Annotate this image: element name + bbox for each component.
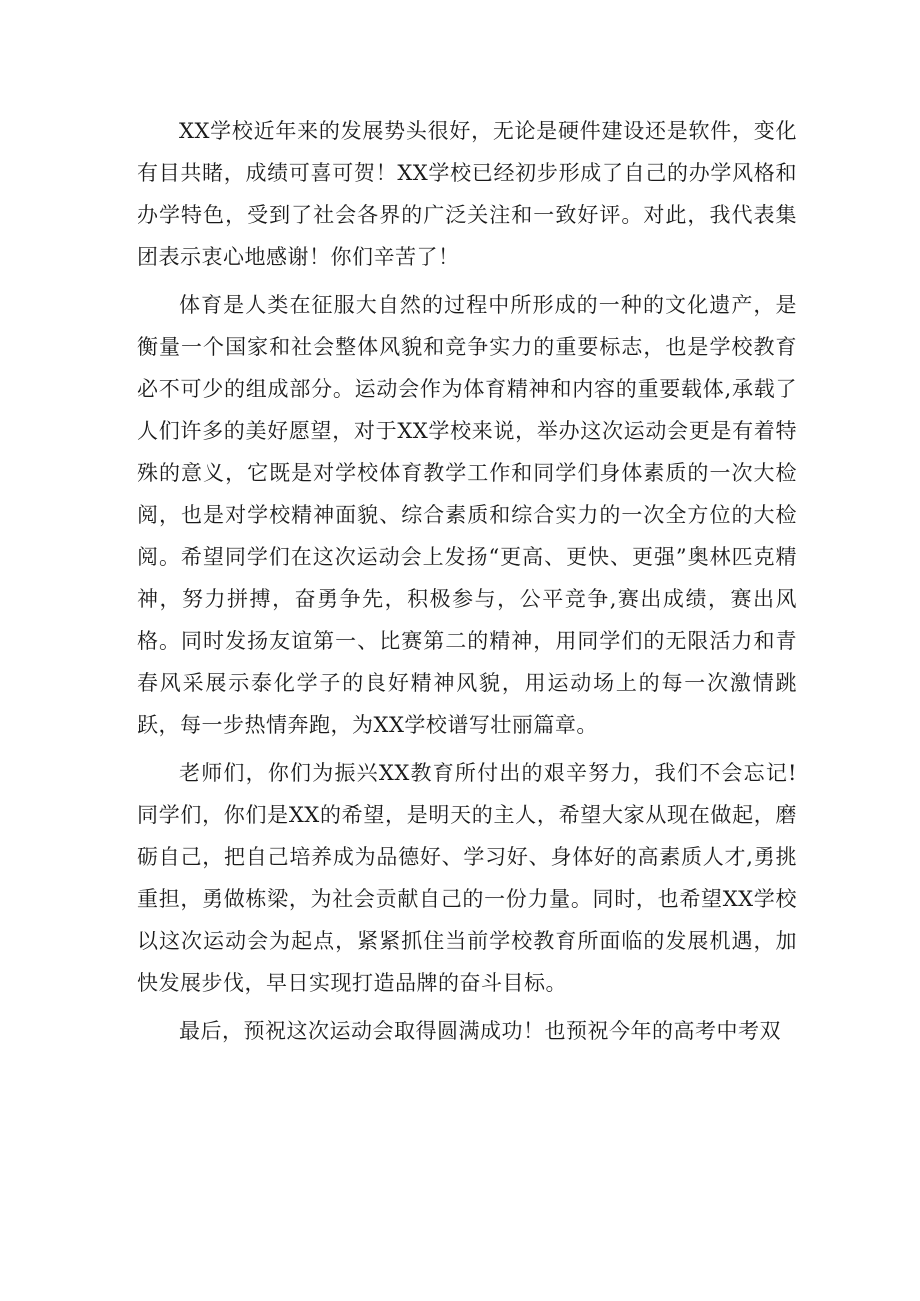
paragraph-sports-meaning: 体育是人类在征服大自然的过程中所形成的一种的文化遗产，是衡量一个国家和社会整体风貌和竞争实力的重要标志，也是学校教育必不可少的组成部分。运动会作为体育精神和内容的重要载体,承载了人们许多的美好愿望，对于XX学校来说，举办这次运动会更是有着特殊的意义，它既是对学校体育教学工作和同学们身体素质的一次大检阅，也是对学校精神面貌、综合素质和综合实力的一次全方位的大检阅。希望同学们在这次运动会上发扬“更高、更快、更强”奥林匹克精神，努力拼搏，奋勇争先，积极参与，公平竞争,赛出成绩，赛出风格。同时发扬友谊第一、比赛第二的精神，用同学们的无限活力和青春风采展示泰化学子的良好精神风貌，用运动场上的每一次激情跳跃，每一步热情奔跑，为XX学校谱写壮丽篇章。 xyxy=(137,293,797,737)
paragraph-closing-wishes: 最后，预祝这次运动会取得圆满成功！也预祝今年的高考中考双 xyxy=(179,1019,781,1043)
document-body xyxy=(137,110,797,1058)
paragraph-teachers-students: 老师们，你们为振兴XX教育所付出的艰辛努力，我们不会忘记!同学们，你们是XX的希望，是明天的主人，希望大家从现在做起，磨砺自己，把自己培养成为品德好、学习好、身体好的高素质人才,勇挑重担，勇做栋梁，为社会贡献自己的一份力量。同时，也希望XX学校以这次运动会为起点，紧紧抓住当前学校教育所面临的发展机遇，加快发展步伐，早日实现打造品牌的奋斗目标。 xyxy=(137,761,797,995)
paragraph-school-development: XX学校近年来的发展势头很好，无论是硬件建设还是软件，变化有目共睹，成绩可喜可贺！XX学校已经初步形成了自己的办学风格和办学特色，受到了社会各界的广泛关注和一致好评。对此，我代表集团表示衷心地感谢！你们辛苦了！ xyxy=(137,119,797,269)
